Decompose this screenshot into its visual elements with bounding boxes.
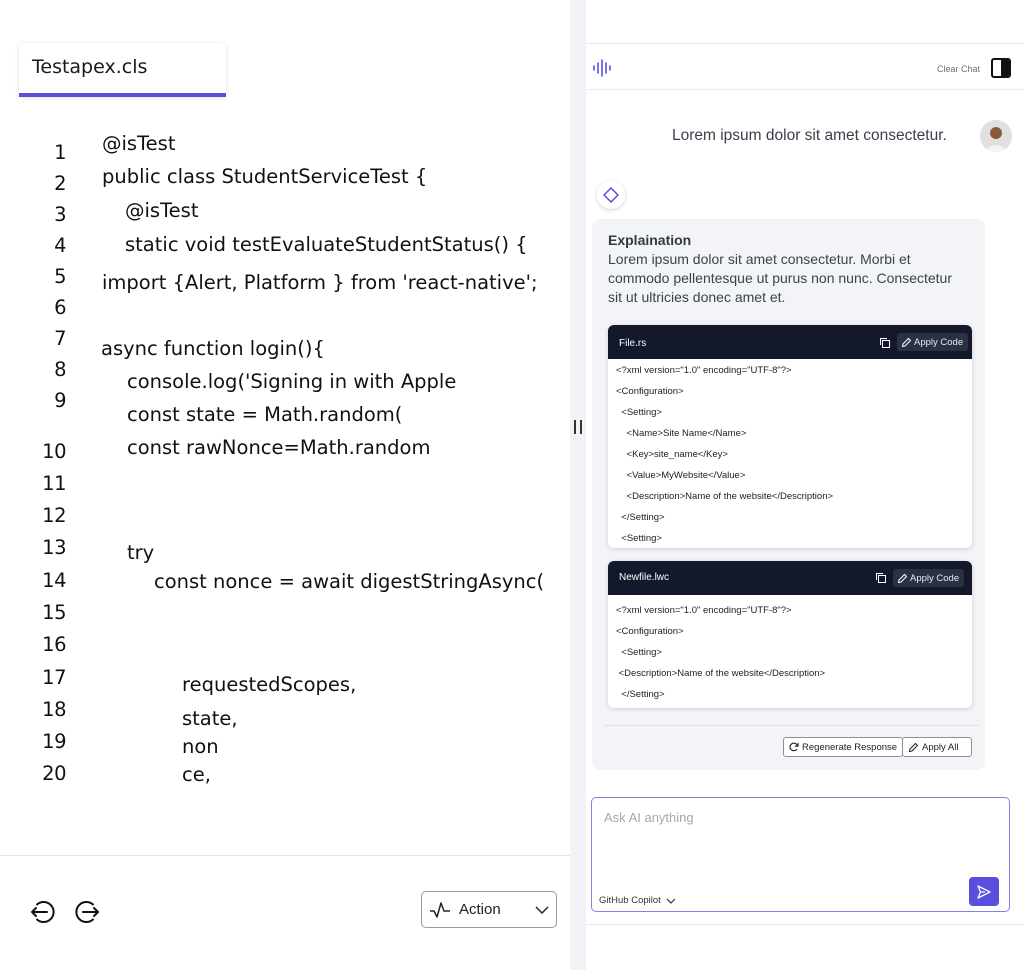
- code-block-line: </Setting>: [616, 689, 665, 700]
- chevron-down-icon: [535, 903, 549, 917]
- code-filename: Newfile.lwc: [619, 572, 670, 583]
- code-line: non: [182, 735, 219, 758]
- arrow-left-circle-icon: [28, 898, 56, 926]
- copy-icon[interactable]: [875, 572, 887, 584]
- code-line: ce,: [182, 763, 211, 786]
- code-block-header: [608, 561, 972, 595]
- line-number: 11: [42, 472, 66, 495]
- code-block: [608, 325, 972, 548]
- line-number: 4: [54, 234, 66, 257]
- clear-chat-button[interactable]: Clear Chat: [937, 64, 981, 74]
- code-line: @isTest: [125, 199, 199, 222]
- code-block-line: <Value>MyWebsite</Value>: [616, 470, 746, 481]
- apply-code-label: Apply Code: [910, 572, 960, 584]
- code-line: const rawNonce=Math.random: [127, 436, 431, 459]
- prompt-input[interactable]: [604, 810, 999, 825]
- panel-toggle-icon: [1001, 60, 1009, 76]
- regenerate-response-button[interactable]: [783, 737, 903, 757]
- divider: [604, 725, 979, 726]
- code-line: console.log('Signing in with Apple: [127, 370, 457, 393]
- line-number: 12: [42, 504, 66, 527]
- code-line: requestedScopes,: [182, 673, 357, 696]
- line-number: 15: [42, 601, 66, 624]
- code-block-line: <?xml version="1.0" encoding="UTF-8"?>: [616, 365, 792, 376]
- chevron-down-icon: [666, 897, 676, 905]
- code-block-line: <Setting>: [616, 647, 662, 658]
- back-button[interactable]: [27, 897, 57, 927]
- soundwave-icon: [592, 59, 612, 77]
- pen-icon: [901, 337, 912, 348]
- line-number: 8: [54, 358, 66, 381]
- file-tab[interactable]: [19, 43, 226, 97]
- code-block-line: <Description>Name of the website</Description>: [616, 668, 826, 679]
- send-button[interactable]: [969, 877, 999, 906]
- code-block-line: </Setting>: [616, 512, 665, 523]
- regenerate-label: Regenerate Response: [802, 741, 898, 753]
- apply-code-button[interactable]: [897, 333, 968, 351]
- code-line: try: [127, 541, 155, 564]
- line-number: 3: [54, 203, 66, 226]
- code-line: const state = Math.random(: [127, 403, 403, 426]
- forward-button[interactable]: [73, 897, 103, 927]
- drag-handle-icon: [574, 420, 582, 434]
- code-block-line: <Setting>: [616, 407, 662, 418]
- line-number: 1: [54, 141, 66, 164]
- copy-icon[interactable]: [879, 337, 891, 349]
- code-line: const nonce = await digestStringAsync(: [154, 570, 545, 593]
- line-number: 20: [42, 762, 66, 785]
- line-number: 5: [54, 265, 66, 288]
- code-block-header: [608, 325, 972, 359]
- activity-icon: [429, 900, 451, 920]
- apply-all-label: Apply All: [922, 741, 959, 753]
- line-number: 2: [54, 172, 66, 195]
- code-line: static void testEvaluateStudentStatus() {: [125, 233, 528, 256]
- pane-splitter[interactable]: [570, 0, 586, 970]
- file-tab-title: Testapex.cls: [32, 56, 148, 78]
- line-number: 19: [42, 730, 66, 753]
- line-number: 10: [42, 440, 66, 463]
- apply-code-button[interactable]: [893, 569, 964, 587]
- response-title: Explaination: [608, 232, 692, 248]
- user-avatar-icon: [980, 120, 1012, 152]
- apply-all-button[interactable]: [902, 737, 972, 757]
- pen-icon: [897, 573, 908, 584]
- avatar: [980, 120, 1012, 152]
- ai-chat-panel: [586, 0, 1024, 970]
- diamond-icon: [603, 187, 619, 203]
- line-number: 14: [42, 569, 66, 592]
- chat-top-bar: [586, 0, 1024, 44]
- line-number: 18: [42, 698, 66, 721]
- code-filename: File.rs: [619, 338, 647, 349]
- code-block-line: <Description>Name of the website</Description>: [616, 491, 834, 502]
- chat-header: [586, 44, 1024, 90]
- ai-avatar: [597, 181, 625, 209]
- panel-toggle-button[interactable]: [991, 58, 1011, 78]
- code-line: state,: [182, 707, 238, 730]
- line-number: 17: [42, 666, 66, 689]
- line-number: 9: [54, 389, 66, 412]
- ai-response-card: [592, 219, 985, 770]
- code-block-line: <Name>Site Name</Name>: [616, 428, 747, 439]
- action-label: Action: [459, 901, 501, 918]
- code-line: @isTest: [102, 132, 176, 155]
- line-number: 7: [54, 327, 66, 350]
- model-label: GitHub Copilot: [599, 895, 661, 906]
- pen-icon: [908, 742, 919, 753]
- code-block-line: <Key>site_name</Key>: [616, 449, 728, 460]
- code-block-line: <Configuration>: [616, 386, 684, 397]
- user-message: Lorem ipsum dolor sit amet consectetur.: [672, 127, 947, 144]
- refresh-icon: [789, 742, 799, 752]
- prompt-box: [591, 797, 1010, 912]
- code-line: async function login(){: [101, 337, 325, 360]
- arrow-right-circle-icon: [74, 898, 102, 926]
- line-number: 6: [54, 296, 66, 319]
- action-dropdown[interactable]: [421, 891, 557, 928]
- line-number: 16: [42, 633, 66, 656]
- model-selector[interactable]: [599, 895, 676, 906]
- code-block-line: <?xml version="1.0" encoding="UTF-8"?>: [616, 605, 792, 616]
- response-body: Lorem ipsum dolor sit amet consectetur. Morbi et commodo pellentesque ut purus non nunc. Consectetur sit ut ultricies donec amet et.: [608, 251, 952, 305]
- code-block-line: <Setting>: [616, 533, 662, 544]
- editor-footer: [0, 855, 570, 970]
- code-line: public class StudentServiceTest {: [102, 165, 428, 188]
- code-block: [608, 561, 972, 708]
- line-number: 13: [42, 536, 66, 559]
- send-icon: [976, 884, 992, 900]
- code-line: import {Alert, Platform } from 'react-native';: [102, 271, 538, 294]
- code-block-line: <Configuration>: [616, 626, 684, 637]
- divider: [586, 924, 1024, 925]
- apply-code-label: Apply Code: [914, 336, 964, 348]
